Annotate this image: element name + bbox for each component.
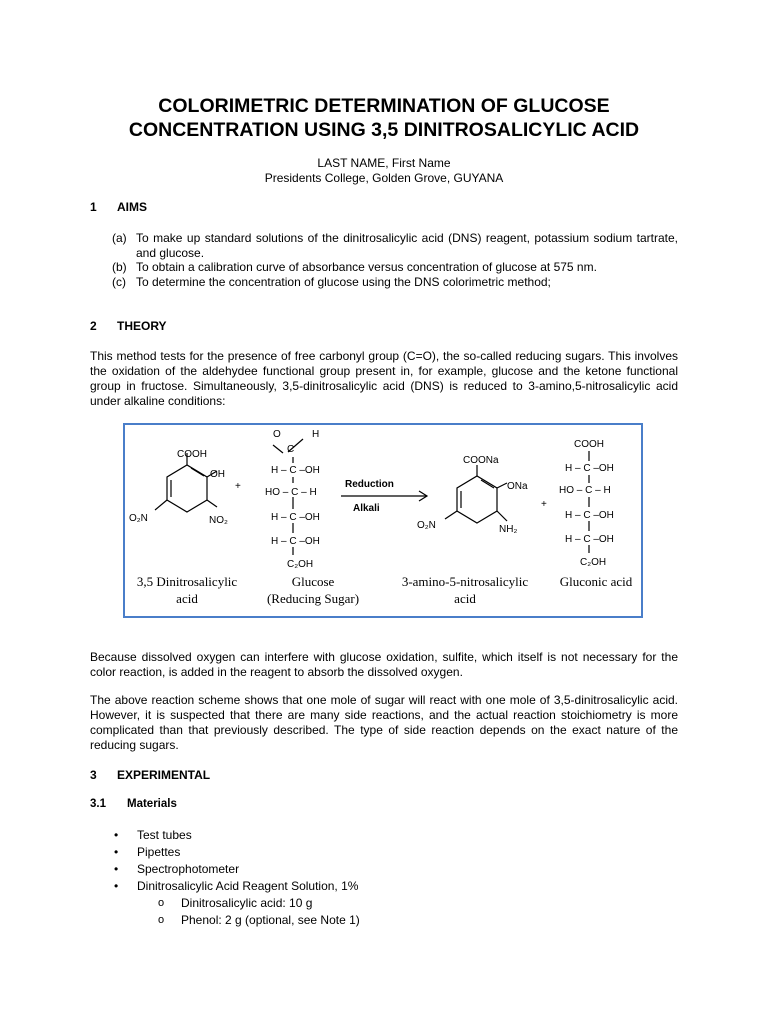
caption-dns-line2: acid bbox=[176, 591, 198, 606]
product-nh2-bond bbox=[497, 511, 507, 521]
list-item: • Dinitrosalicylic Acid Reagent Solution, 1% bbox=[112, 878, 360, 895]
materials-list bbox=[112, 827, 360, 929]
section-heading-aims bbox=[90, 200, 147, 214]
reaction-scheme-figure bbox=[123, 423, 643, 618]
gluconic-c4-label: H – C –OH bbox=[565, 510, 614, 521]
subsection-number: 3.1 bbox=[90, 798, 106, 810]
dns-benzene-ring bbox=[167, 465, 207, 512]
section-number: 3 bbox=[90, 768, 97, 782]
sub-list-item: o Phenol: 2 g (optional, see Note 1) bbox=[112, 912, 360, 929]
aims-item-text: To obtain a calibration curve of absorbance versus concentration of glucose at 575 nm. bbox=[136, 260, 597, 274]
product-coona-label: COONa bbox=[463, 455, 499, 466]
dns-no2-label: NO₂ bbox=[209, 515, 228, 526]
product-ona-label: ONa bbox=[507, 481, 528, 492]
title-line-1: COLORIMETRIC DETERMINATION OF GLUCOSE bbox=[158, 95, 610, 117]
section-number: 2 bbox=[90, 319, 97, 333]
product-o2n-label: O₂N bbox=[417, 520, 436, 531]
caption-product-line1: 3-amino-5-nitrosalicylic bbox=[401, 574, 529, 589]
aims-item-label: (a) bbox=[112, 231, 127, 245]
glucose-c3-label: HO – C – H bbox=[265, 487, 317, 498]
gluconic-c2-label: H – C –OH bbox=[565, 463, 614, 474]
gluconic-c6-label: C₂OH bbox=[580, 557, 607, 568]
dns-no2-bond bbox=[207, 500, 217, 507]
gluconic-c3-label: HO – C – H bbox=[559, 485, 611, 496]
aims-item-label: (b) bbox=[112, 260, 127, 274]
aims-item-label: (c) bbox=[112, 274, 126, 289]
section-heading-experimental bbox=[90, 768, 210, 782]
plus-sign-1: + bbox=[235, 481, 241, 492]
aims-item bbox=[112, 275, 678, 290]
list-item: • Spectrophotometer bbox=[112, 861, 360, 878]
caption-glucose-line2: (Reducing Sugar) bbox=[266, 591, 360, 606]
glucose-c1-label: C bbox=[287, 444, 295, 455]
section-number: 1 bbox=[90, 200, 97, 214]
glucose-c4-label: H – C –OH bbox=[271, 512, 320, 523]
glucose-h-label: H bbox=[312, 429, 320, 440]
glucose-o-label: O bbox=[273, 429, 281, 440]
title-line-2: CONCENTRATION USING 3,5 DINITROSALICYLIC ACID bbox=[128, 119, 640, 141]
reaction-scheme-svg bbox=[125, 425, 640, 615]
glucose-c6-label: C₂OH bbox=[287, 559, 314, 570]
aims-item-text: To determine the concentration of glucose using the DNS colorimetric method; bbox=[136, 274, 551, 289]
section-title: AIMS bbox=[117, 200, 147, 214]
dns-o2n-label: O₂N bbox=[129, 513, 148, 524]
dns-o2n-bond bbox=[155, 500, 167, 510]
glucose-c2-label: H – C –OH bbox=[271, 465, 320, 476]
gluconic-c5-label: H – C –OH bbox=[565, 534, 614, 545]
author-affiliation: Presidents College, Golden Grove, GUYANA bbox=[264, 171, 504, 185]
aims-list bbox=[112, 231, 678, 289]
caption-gluconic-line1: Gluconic acid bbox=[559, 574, 633, 589]
product-benzene-ring bbox=[457, 476, 497, 523]
product-o2n-bond bbox=[445, 511, 457, 519]
dns-oh-label: OH bbox=[210, 469, 225, 480]
section-title: THEORY bbox=[117, 319, 167, 333]
theory-paragraph-1: This method tests for the presence of free carbonyl group (C=O), the so-called reducing sugars. This involves the oxidation of the aldehydee functional group present in, for example, glucose and the ketone functional group in fructose. Simultaneously, 3,5-dinitrosalicylic acid (DNS) is reduced to 3-amino,5-nitrosalicylic acid under alkaline conditions: bbox=[90, 349, 678, 408]
caption-dns-line1: 3,5 Dinitrosalicylic bbox=[136, 574, 238, 589]
aims-item bbox=[112, 231, 678, 260]
reduction-label: Reduction bbox=[345, 479, 394, 490]
alkali-label: Alkali bbox=[353, 503, 380, 514]
section-heading-theory bbox=[90, 319, 167, 333]
dns-cooh-label: COOH bbox=[177, 449, 207, 460]
theory-paragraph-3: The above reaction scheme shows that one mole of sugar will react with one mole of 3,5-dinitrosalicylic acid. However, it is suspected that there are many side reactions, and the actual reaction stoichiometry is more complicated than that previously described. The type of side reaction depends on the exact nature of the reducing sugars. bbox=[90, 693, 678, 752]
product-nh2-label: NH₂ bbox=[499, 524, 518, 535]
caption-glucose-line1: Glucose bbox=[291, 574, 335, 589]
sub-list-item: o Dinitrosalicylic acid: 10 g bbox=[112, 895, 360, 912]
plus-sign-2: + bbox=[541, 499, 547, 510]
caption-product-line2: acid bbox=[454, 591, 476, 606]
product-ona-bond bbox=[497, 483, 507, 488]
list-item: • Test tubes bbox=[112, 827, 360, 844]
glucose-c5-label: H – C –OH bbox=[271, 536, 320, 547]
section-title: EXPERIMENTAL bbox=[117, 768, 211, 782]
list-item: • Pipettes bbox=[112, 844, 360, 861]
aims-item-text: To make up standard solutions of the dinitrosalicylic acid (DNS) reagent, potassium sodium tartrate, and glucose. bbox=[136, 231, 678, 260]
subsection-heading-materials bbox=[90, 798, 177, 810]
aims-item bbox=[112, 260, 678, 275]
author-name: LAST NAME, First Name bbox=[317, 156, 451, 170]
gluconic-c1-label: COOH bbox=[574, 439, 604, 450]
theory-paragraph-2: Because dissolved oxygen can interfere with glucose oxidation, sulfite, which itself is not necessary for the color reaction, is added in the reagent to absorb the dissolved oxygen. bbox=[90, 650, 678, 679]
subsection-title: Materials bbox=[127, 798, 177, 810]
